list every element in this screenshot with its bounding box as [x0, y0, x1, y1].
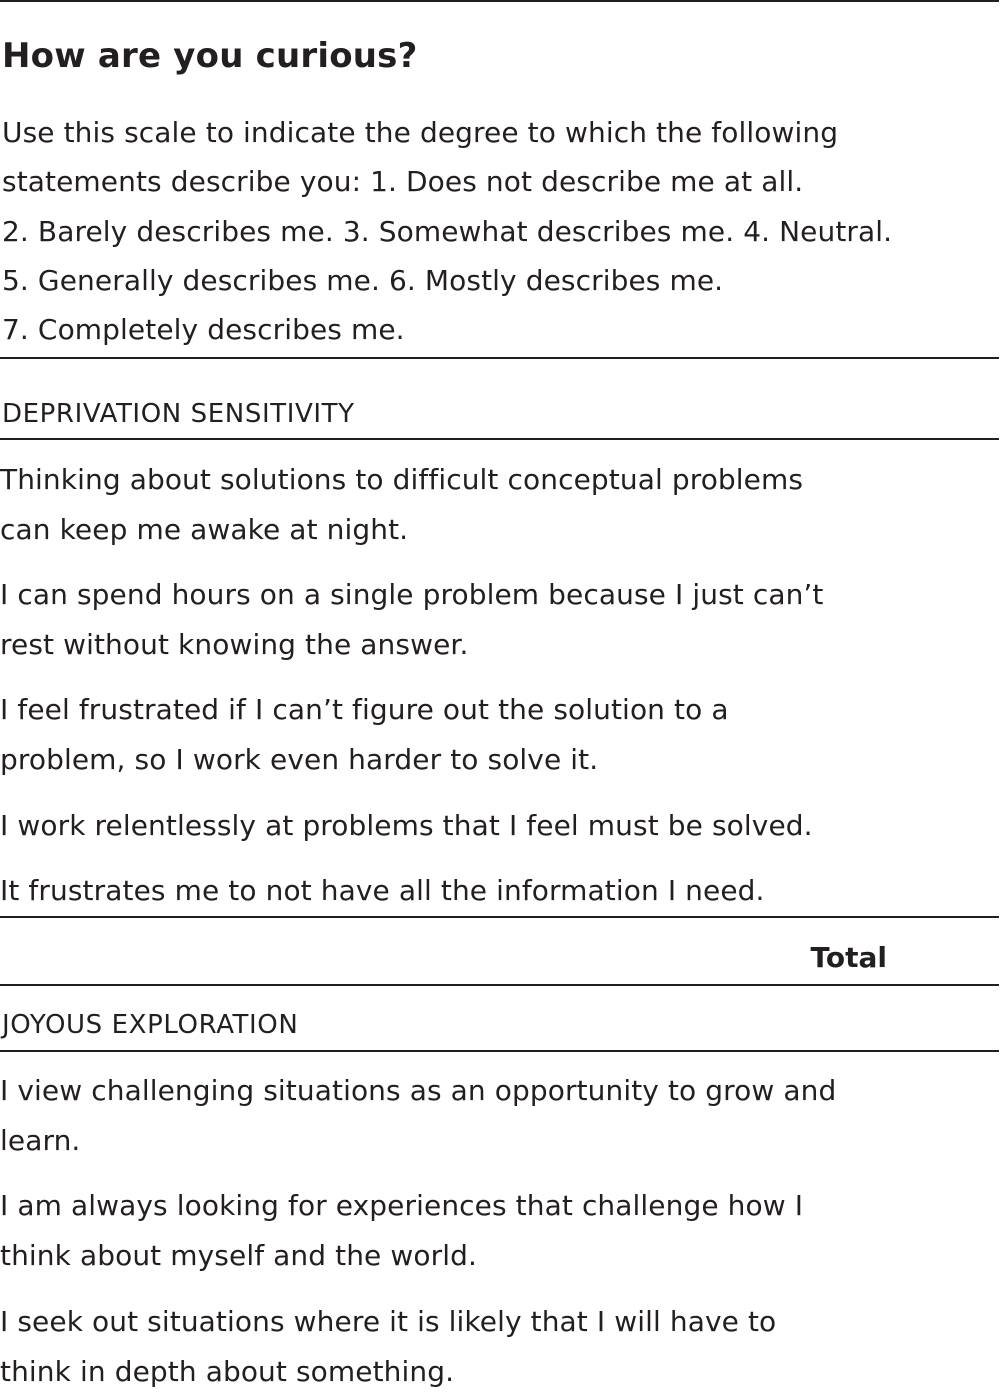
statement-item: It frustrates me to not have all the information I need. — [0, 874, 765, 907]
statement-item: I am always looking for experiences that challenge how I think about myself and the world. — [0, 1189, 804, 1272]
top-rule — [0, 0, 999, 2]
scale-instructions: Use this scale to indicate the degree to which the following statements describe you: 1. Does not describe me at all. 2. Barely describes me. 3. Somewhat describes me. 4. Neutral. 5. Generally describes me. 6. Mostly describes me. 7. Completely describes me. — [2, 116, 893, 347]
section-heading-joyous-exploration: JOYOUS EXPLORATION — [2, 1010, 299, 1040]
statement-item: I view challenging situations as an opportunity to grow and learn. — [0, 1074, 837, 1157]
statement-item: I can spend hours on a single problem because I just can’t rest without knowing the answer. — [0, 578, 824, 661]
statement-item: I feel frustrated if I can’t figure out the solution to a problem, so I work even harder to solve it. — [0, 693, 729, 776]
total-rule-top — [0, 916, 999, 918]
statement-item: Thinking about solutions to difficult conceptual problems can keep me awake at night. — [0, 463, 804, 546]
statement-item: I work relentlessly at problems that I feel must be solved. — [0, 809, 813, 842]
section-divider — [0, 357, 999, 359]
total-rule-bottom — [0, 984, 999, 986]
total-label: Total — [810, 941, 887, 974]
section-heading-rule — [0, 1050, 999, 1052]
section-heading-deprivation-sensitivity: DEPRIVATION SENSITIVITY — [2, 399, 355, 429]
section-heading-rule — [0, 438, 999, 440]
statement-item: I seek out situations where it is likely that I will have to think in depth about something. — [0, 1305, 777, 1388]
questionnaire-title: How are you curious? — [2, 36, 418, 76]
